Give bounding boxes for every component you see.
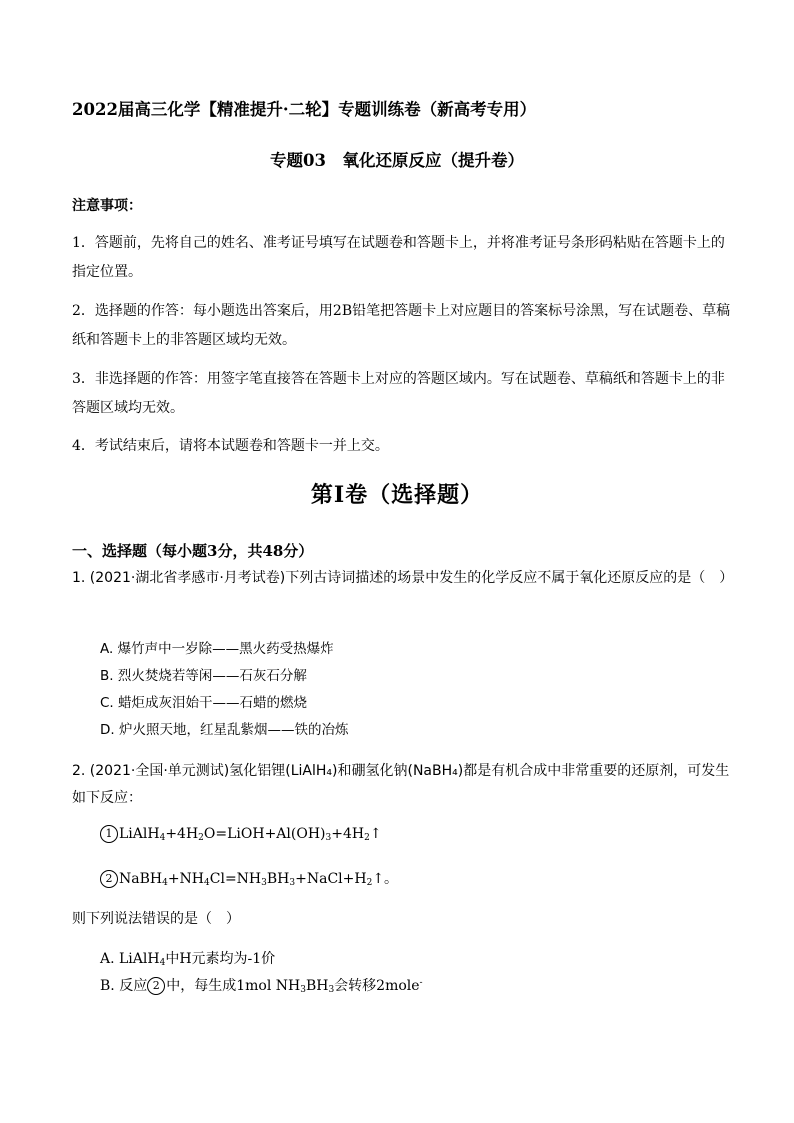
notice-item-1: 1．答题前，先将自己的姓名、准考证号填写在试题卷和答题卡上，并将准考证号条形码粘贴在答题卡上的指定位置。 (72, 235, 725, 280)
question-1-option-c: C. 蜡炬成灰泪始干——石蜡的燃烧 (100, 695, 308, 711)
question-1-option-b: B. 烈火焚烧若等闲——石灰石分解 (100, 668, 307, 684)
notice-item-2: 2．选择题的作答：每小题选出答案后，用2B铅笔把答题卡上对应题目的答案标号涂黑，写在试题卷、草稿纸和答题卡上的非答题区域均无效。 (72, 303, 731, 348)
question-2-stem: 2. (2021·全国·单元测试)氢化铝锂(LiAlH₄)和硼氢化钠(NaBH₄)都是有机合成中非常重要的还原剂，可发生如下反应： (72, 763, 730, 806)
circled-number-2: 2 (100, 870, 118, 888)
question-1-option-d: D. 炉火照天地，红星乱紫烟——铁的冶炼 (100, 722, 349, 738)
question-1-option-a: A. 爆竹声中一岁除——黑火药受热爆炸 (100, 641, 334, 657)
circled-number-1: 1 (100, 825, 118, 843)
question-2-option-b: B. 反应 2 中，每生成1mol $NH_3BH_3$会转移2mole- (100, 978, 423, 995)
equation-2: 2 $NaBH_4+NH_4Cl=NH_3BH_3+NaCl+H_2↑$。 (100, 868, 398, 888)
section-heading: 一、选择题（每小题3分，共48分） (72, 542, 314, 560)
notice-heading: 注意事项： (72, 198, 142, 214)
question-2-option-a: A. LiAlH$_4$中H元素均为-1价 (100, 951, 276, 968)
exam-title: 2022届高三化学【精准提升·二轮】专题训练卷（新高考专用） (72, 100, 537, 119)
question-2-prompt: 则下列说法错误的是（ ） (72, 911, 240, 927)
part-title: 第Ⅰ卷（选择题） (310, 482, 484, 508)
question-1-stem: 1. (2021·湖北省孝感市·月考试卷)下列古诗词描述的场景中发生的化学反应不属于氧化还原反应的是（ ） (72, 570, 734, 586)
equation-1: 1 $LiAlH_4+4H_2O=LiOH+Al(OH)_3+4H_2↑$ (100, 825, 382, 843)
notice-item-3: 3．非选择题的作答：用签字笔直接答在答题卡上对应的答题区域内。写在试题卷、草稿纸和答题卡上的非答题区域均无效。 (72, 371, 725, 416)
notice-item-4: 4．考试结束后，请将本试题卷和答题卡一并上交。 (72, 438, 389, 454)
circled-number-2: 2 (147, 977, 165, 995)
exam-subtitle: 专题03 氧化还原反应（提升卷） (270, 151, 524, 170)
